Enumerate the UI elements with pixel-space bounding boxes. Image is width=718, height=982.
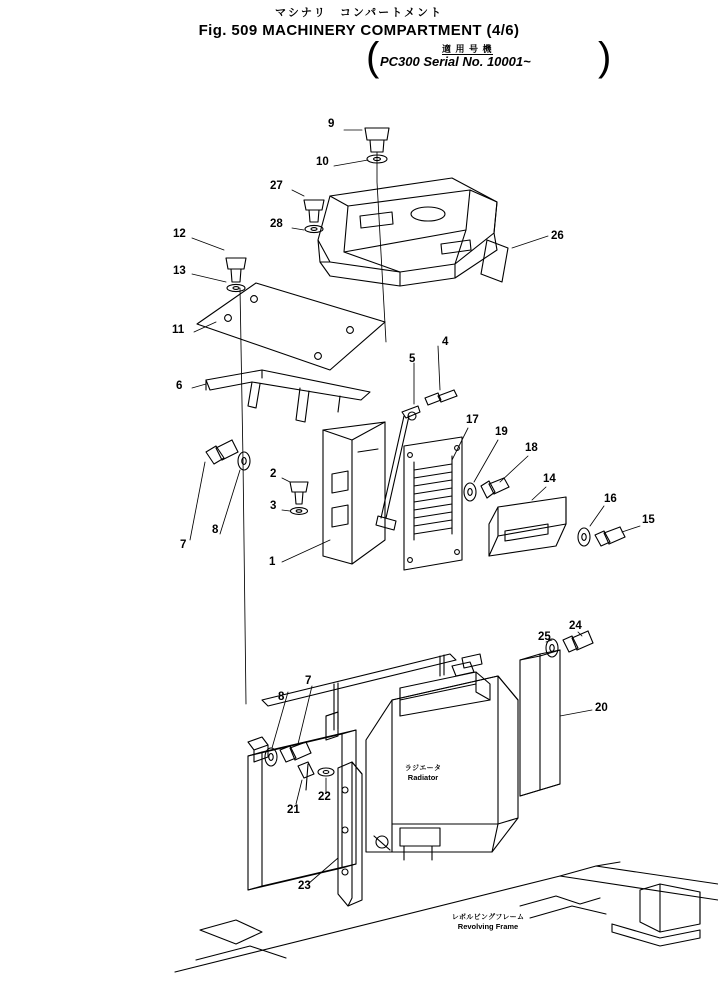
callout-20: 20 <box>595 702 608 714</box>
callout-24: 24 <box>569 620 582 632</box>
callout-15: 15 <box>642 514 655 526</box>
callout-18: 18 <box>525 442 538 454</box>
part-20-guard <box>520 650 560 796</box>
part-5-rod <box>376 406 420 530</box>
callout-22: 22 <box>318 791 331 803</box>
callout-9: 9 <box>328 118 335 130</box>
callout-8-lower: 8 <box>278 691 285 703</box>
part-16-washer <box>578 528 590 546</box>
callout-1: 1 <box>269 556 276 568</box>
label-revolving-frame-en: Revolving Frame <box>457 922 519 931</box>
callout-5: 5 <box>409 353 416 365</box>
callout-7-lower: 7 <box>305 675 312 687</box>
callout-4: 4 <box>442 336 449 348</box>
callout-19: 19 <box>495 426 508 438</box>
callout-6: 6 <box>176 380 183 392</box>
callout-10: 10 <box>316 156 329 168</box>
callout-25: 25 <box>538 631 551 643</box>
part-12-bolt <box>226 258 246 282</box>
part-26-cover <box>318 178 508 286</box>
part-13-washer <box>227 284 245 291</box>
part-2-bolt <box>290 482 308 504</box>
part-19-washer <box>464 483 476 501</box>
callout-16: 16 <box>604 493 617 505</box>
part-7-bolt-upper <box>206 440 238 464</box>
part-1-bracket <box>323 422 385 564</box>
left-guard-panel <box>248 730 356 890</box>
callout-13: 13 <box>173 265 186 277</box>
callout-26: 26 <box>551 230 564 242</box>
callout-17: 17 <box>466 414 479 426</box>
callout-21: 21 <box>287 804 300 816</box>
callout-27: 27 <box>270 180 283 192</box>
callout-3: 3 <box>270 500 277 512</box>
part-11-plate <box>197 283 385 370</box>
callout-23: 23 <box>298 880 311 892</box>
part-6-frame <box>206 370 370 422</box>
label-radiator <box>392 764 454 782</box>
serial-japanese-label: 適 用 号 機 <box>442 44 493 54</box>
callout-12: 12 <box>173 228 186 240</box>
part-14-cover <box>489 497 566 556</box>
callout-7: 7 <box>180 539 187 551</box>
callout-11: 11 <box>172 324 185 336</box>
callout-8: 8 <box>212 524 219 536</box>
part-9-bolt <box>365 128 389 152</box>
part-27-bolt <box>304 200 324 222</box>
part-18-bolt <box>481 478 509 498</box>
radiator-assembly <box>366 654 518 860</box>
part-8-washer-upper <box>238 452 250 470</box>
callout-28: 28 <box>270 218 283 230</box>
title-japanese: マシナリ コンパートメント <box>274 7 444 19</box>
label-radiator-jp: ラジエータ <box>404 765 442 772</box>
part-15-bolt <box>595 527 625 546</box>
label-radiator-en: Radiator <box>407 773 439 782</box>
callout-14: 14 <box>543 473 556 485</box>
label-revolving-frame-jp: レボルビングフレーム <box>451 914 525 921</box>
serial-number: PC300 Serial No. 10001~ <box>380 54 531 69</box>
part-4-bolt <box>425 390 457 405</box>
part-24-bolt <box>563 631 593 652</box>
part-3-washer <box>291 508 308 515</box>
part-22-washer <box>318 768 334 776</box>
paren-left: ( <box>366 35 380 79</box>
page-title: Fig. 509 MACHINERY COMPARTMENT (4/6) <box>198 22 520 39</box>
callout-2: 2 <box>270 468 277 480</box>
label-revolving-frame <box>440 913 536 931</box>
part-28-washer <box>305 225 323 232</box>
paren-right: ) <box>598 35 612 79</box>
